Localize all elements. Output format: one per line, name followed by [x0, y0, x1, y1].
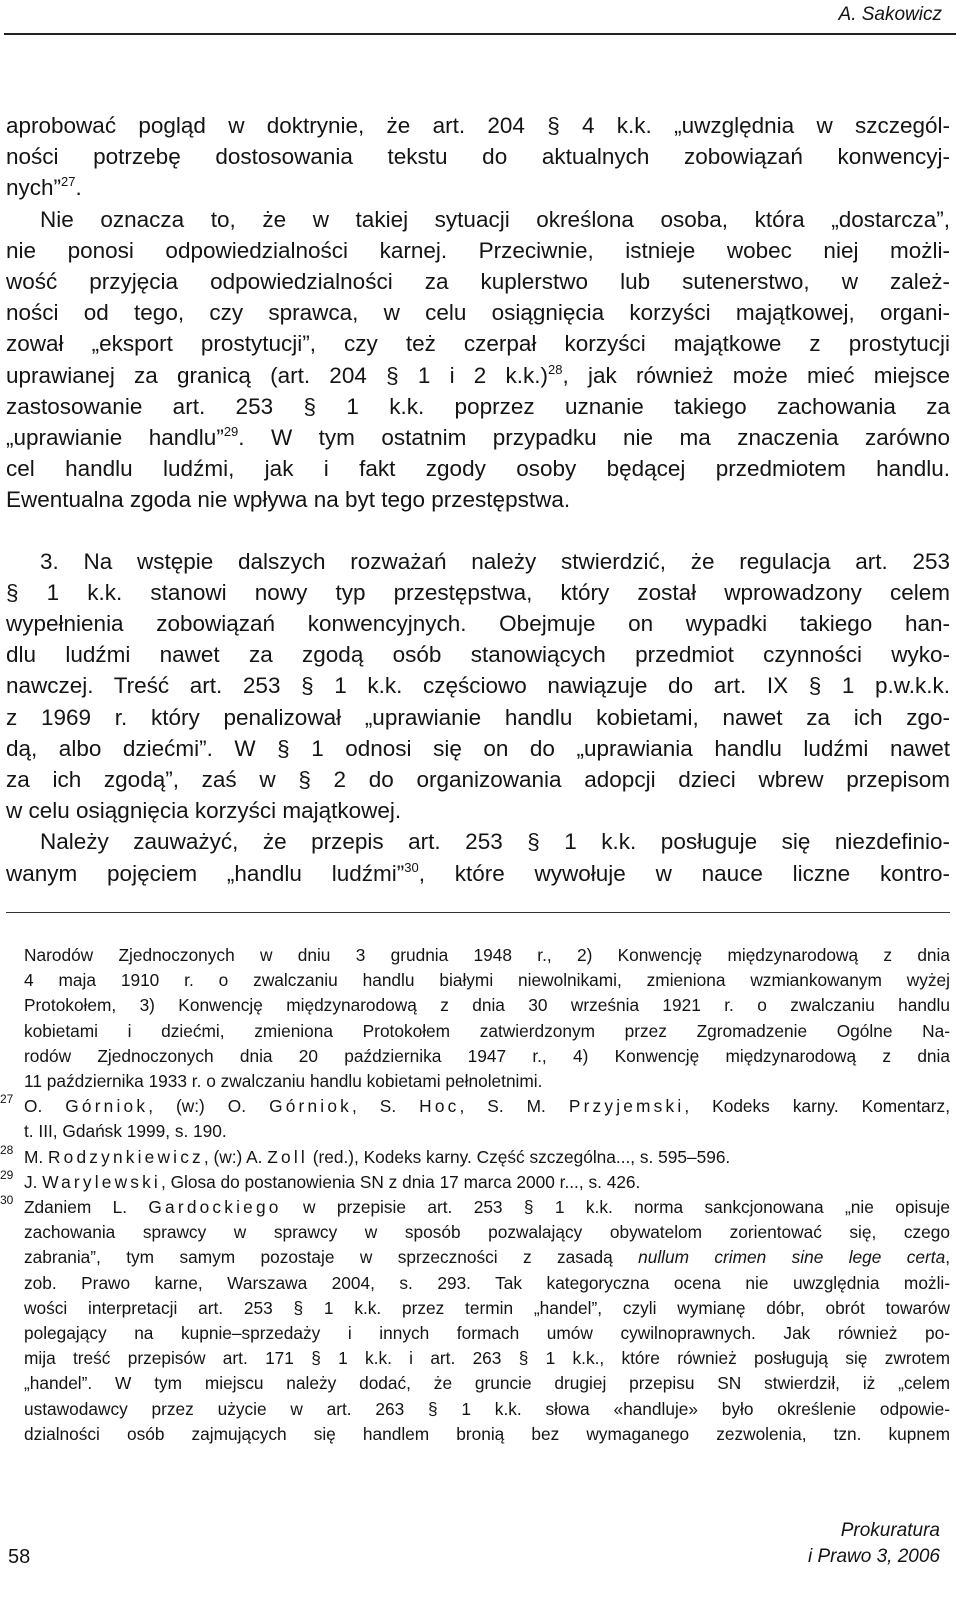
- body-line-text: nie ponosi odpowiedzialności karnej. Przeciwnie, istnieje wobec niej możli-: [6, 237, 950, 263]
- footnote-line: [6, 1371, 950, 1396]
- footnote-text: 4 maja 1910 r. o zwalczaniu handlu białymi niewolnikami, zmieniona wzmiankowanym wyżej: [24, 970, 950, 991]
- journal-issue: i Prawo 3, 2006: [807, 1546, 940, 1567]
- footnote-ref: 27: [61, 174, 76, 190]
- footnote-line: [6, 1271, 950, 1296]
- header-rule: [4, 33, 956, 35]
- author-name: Górniok: [269, 1096, 352, 1117]
- footnote-line: [0, 1142, 950, 1170]
- body-line-text: „uprawianie handlu”: [6, 425, 224, 451]
- paragraph-gap: [6, 516, 950, 546]
- body-line: [6, 577, 950, 608]
- body-line: [6, 764, 950, 795]
- body-line: [6, 204, 950, 235]
- body-line: [6, 733, 950, 764]
- body-line: [6, 639, 950, 670]
- body-line-text: nawczej. Treść art. 253 § 1 k.k. częściowo nawiązuje do art. IX § 1 p.w.k.k.: [6, 673, 950, 699]
- footnote-number: 30: [0, 1193, 14, 1208]
- footnote-text: (red.), Kodeks karny. Część szczególna..., s. 595–596.: [307, 1146, 731, 1167]
- body-line: [6, 484, 950, 515]
- body-line-text: § 1 k.k. stanowi nowy typ przestępstwa, który został wprowadzony celem: [6, 579, 950, 605]
- footnote-line: [6, 1044, 950, 1069]
- body-line-text: zował „eksport prostytucji”, czy też czerpał korzyści majątkowe z prostytucji: [6, 331, 950, 357]
- author-name: Górniok: [65, 1096, 149, 1117]
- footnote-text: zachowania sprawcy w sprawcy w sposób pozwalający obywatelom zorientować się, czego: [24, 1222, 950, 1243]
- body-line-text: uprawianej za granicą (art. 204 § 1 i 2 k.k.): [6, 362, 549, 388]
- body-line: [6, 453, 950, 484]
- body-line: [6, 297, 950, 328]
- author-name: Gardockiego: [148, 1197, 282, 1218]
- footnote-line: [6, 1296, 950, 1321]
- footnote-line: [6, 1321, 950, 1346]
- footnote-text: t. III, Gdańsk 1999, s. 190.: [24, 1121, 227, 1142]
- main-text: [6, 110, 950, 889]
- footnote-text: , Glosa do postanowienia SN z dnia 17 marca 2000 r..., s. 426.: [160, 1171, 641, 1192]
- footnote-line: [6, 1245, 950, 1270]
- body-line: [6, 110, 950, 141]
- body-line-text: dą, albo dziećmi”. W § 1 odnosi się on do „uprawiania handlu ludźmi nawet: [6, 735, 950, 761]
- footnote-text: rodów Zjednoczonych dnia 20 października 1947 r., 4) Konwencję międzynarodową z dnia: [24, 1045, 950, 1066]
- footnote-text: , Kodeks karny. Komentarz,: [684, 1096, 950, 1117]
- body-line-text: , które wywołuje w nauce liczne kontro-: [418, 860, 951, 886]
- author-name: Hoc: [419, 1096, 460, 1117]
- body-line: [6, 670, 950, 701]
- page-number: 58: [8, 1546, 31, 1568]
- body-line-text: z 1969 r. który penalizował „uprawianie handlu kobietami, nawet za ich zgo-: [6, 704, 950, 730]
- footnote-line: [6, 1069, 950, 1094]
- footnote-text: „handel”. W tym miejscu należy dodać, że gruncie drugiej przepisu SN stwierdził, iż „celem: [24, 1373, 950, 1394]
- body-line-text: Należy zauważyć, że przepis art. 253 § 1 k.k. posługuje się niezdefinio-: [40, 829, 950, 855]
- footnote-line: [6, 1346, 950, 1371]
- body-line-text: 3. Na wstępie dalszych rozważań należy stwierdzić, że regulacja art. 253: [40, 548, 950, 574]
- footnote-line: [0, 1167, 950, 1195]
- footnote-text: w przepisie art. 253 § 1 k.k. norma sankcjonowana „nie opisuje: [281, 1197, 950, 1218]
- body-line-text: ności potrzebę dostosowania tekstu do aktualnych zobowiązań konwencyj-: [6, 144, 950, 170]
- body-line: [6, 795, 950, 826]
- footnote-line: [0, 1092, 950, 1119]
- journal-name: Prokuratura: [840, 1520, 940, 1541]
- body-line: [6, 391, 950, 422]
- footnotes: [0, 943, 950, 1447]
- footnote-text: kobietami i dziećmi, zmieniona Protokołem zatwierdzonym przez Zgromadzenie Ogólne Na-: [24, 1020, 950, 1041]
- footnote-text: dzialności osób zajmujących się handlem bronią bez wymaganego zezwolenia, tzn. kupnem: [24, 1423, 950, 1444]
- body-line: [6, 266, 950, 297]
- body-line-text: Nie oznacza to, że w takiej sytuacji określona osoba, która „dostarcza”,: [40, 206, 950, 232]
- footnote-text: ,: [945, 1247, 950, 1268]
- body-line-text: . W tym ostatnim przypadku nie ma znaczenia zarówno: [238, 425, 950, 451]
- footnote-text: Zdaniem L.: [24, 1197, 149, 1218]
- footnote-text: Narodów Zjednoczonych w dniu 3 grudnia 1948 r., 2) Konwencję międzynarodową z dnia: [24, 945, 950, 965]
- footnote-ref: 30: [404, 859, 419, 875]
- body-line: [6, 141, 950, 172]
- body-line-text: zastosowanie art. 253 § 1 k.k. poprzez uznanie takiego zachowania za: [6, 393, 950, 419]
- body-line-text: wypełnienia zobowiązań konwencyjnych. Obejmuje on wypadki takiego han-: [6, 611, 950, 637]
- body-line-text: za ich zgodą”, zaś w § 2 do organizowania adopcji dzieci wbrew przepisom: [6, 767, 950, 793]
- footnote-text: 11 października 1933 r. o zwalczaniu handlu kobietami pełnoletnimi.: [24, 1071, 543, 1092]
- footnote-line: [6, 968, 950, 993]
- footnote-text: zabrania”, tym samym pozostaje w sprzeczności z zasadą: [24, 1247, 639, 1268]
- journal-info: [808, 1518, 940, 1570]
- footnote-line: [6, 1422, 950, 1447]
- body-line: [6, 702, 950, 733]
- footnote-line: [6, 1220, 950, 1245]
- footnote-text: O.: [24, 1096, 66, 1117]
- body-line-text: ności od tego, czy sprawca, w celu osiągnięcia korzyści majątkowej, organi-: [6, 300, 950, 326]
- footnote-text: , (w:) O.: [148, 1096, 270, 1117]
- footnote-number: 28: [0, 1142, 14, 1157]
- footnote-line: [6, 993, 950, 1018]
- body-line: [6, 360, 950, 391]
- footnote-separator: [6, 912, 950, 913]
- footnote-text: mija treść przepisów art. 171 § 1 k.k. i art. 263 § 1 k.k., które również posługują się zwrotem: [24, 1348, 950, 1369]
- body-line: [6, 422, 950, 453]
- footnote-line: [6, 1119, 950, 1144]
- footnote-number: 29: [0, 1167, 14, 1182]
- footnote-line: [0, 1193, 950, 1220]
- footnote-text: ustawodawcy przez użycie w art. 263 § 1 k.k. słowa «handluje» było określenie odpowie-: [24, 1398, 950, 1419]
- body-line-text: cel handlu ludźmi, jak i fakt zgody osoby będącej przedmiotem handlu.: [6, 456, 950, 482]
- body-line: [6, 546, 950, 577]
- body-line-text: Ewentualna zgoda nie wpływa na byt tego przestępstwa.: [6, 487, 571, 513]
- footnote-text: , S.: [351, 1096, 420, 1117]
- footnote-text: wości interpretacji art. 253 § 1 k.k. przez termin „handel”, czyli wymianę dóbr, obrót towarów: [24, 1297, 950, 1318]
- body-line: [6, 328, 950, 359]
- body-line-text: wość przyjęcia odpowiedzialności za kuplerstwo lub sutenerstwo, w zależ-: [6, 269, 950, 295]
- body-line: [6, 858, 950, 889]
- body-line-text: aprobować pogląd w doktrynie, że art. 204 § 4 k.k. „uwzględnia w szczegól-: [6, 113, 950, 138]
- body-line: [6, 826, 950, 857]
- author-name: Przyjemski: [568, 1096, 685, 1117]
- body-line: [6, 172, 950, 203]
- footnote-text: zob. Prawo karne, Warszawa 2004, s. 293. Tak kategoryczna ocena nie uwzględnia możli-: [24, 1272, 950, 1293]
- author-name: Rodzynkiewicz: [48, 1146, 204, 1167]
- body-line-text: wanym pojęciem „handlu ludźmi”: [6, 860, 405, 886]
- footnote-line: [6, 943, 950, 968]
- footnote-text: , (w:) A.: [203, 1146, 268, 1167]
- footnote-text: , S. M.: [459, 1096, 569, 1117]
- footnote-text: J.: [24, 1171, 43, 1192]
- header-author: A. Sakowicz: [838, 4, 942, 25]
- author-name: Zoll: [267, 1146, 308, 1167]
- body-line-text: , jak również może mieć miejsce: [562, 362, 951, 388]
- footnote-line: [6, 1019, 950, 1044]
- body-line: [6, 608, 950, 639]
- body-line-text: .: [75, 175, 82, 201]
- body-line-text: w celu osiągnięcia korzyści majątkowej.: [6, 798, 402, 824]
- body-line: [6, 235, 950, 266]
- footnote-text: Protokołem, 3) Konwencję międzynarodową z dnia 30 września 1921 r. o zwalczaniu handlu: [24, 995, 950, 1016]
- footnote-line: [6, 1397, 950, 1422]
- latin-maxim: nullum crimen sine lege certa: [638, 1247, 946, 1268]
- body-line-text: nych”: [6, 175, 62, 201]
- footnote-text: M.: [24, 1146, 48, 1167]
- author-name: Warylewski: [42, 1171, 161, 1192]
- footnote-number: 27: [0, 1092, 14, 1107]
- footnote-text: polegający na kupnie–sprzedaży i innych formach umów cywilnoprawnych. Jak również po-: [24, 1323, 950, 1344]
- body-line-text: dlu ludźmi nawet za zgodą osób stanowiących przedmiot czynności wyko-: [6, 642, 950, 668]
- running-header: [0, 0, 960, 36]
- footnote-ref: 29: [223, 424, 239, 440]
- footnote-ref: 28: [548, 361, 563, 377]
